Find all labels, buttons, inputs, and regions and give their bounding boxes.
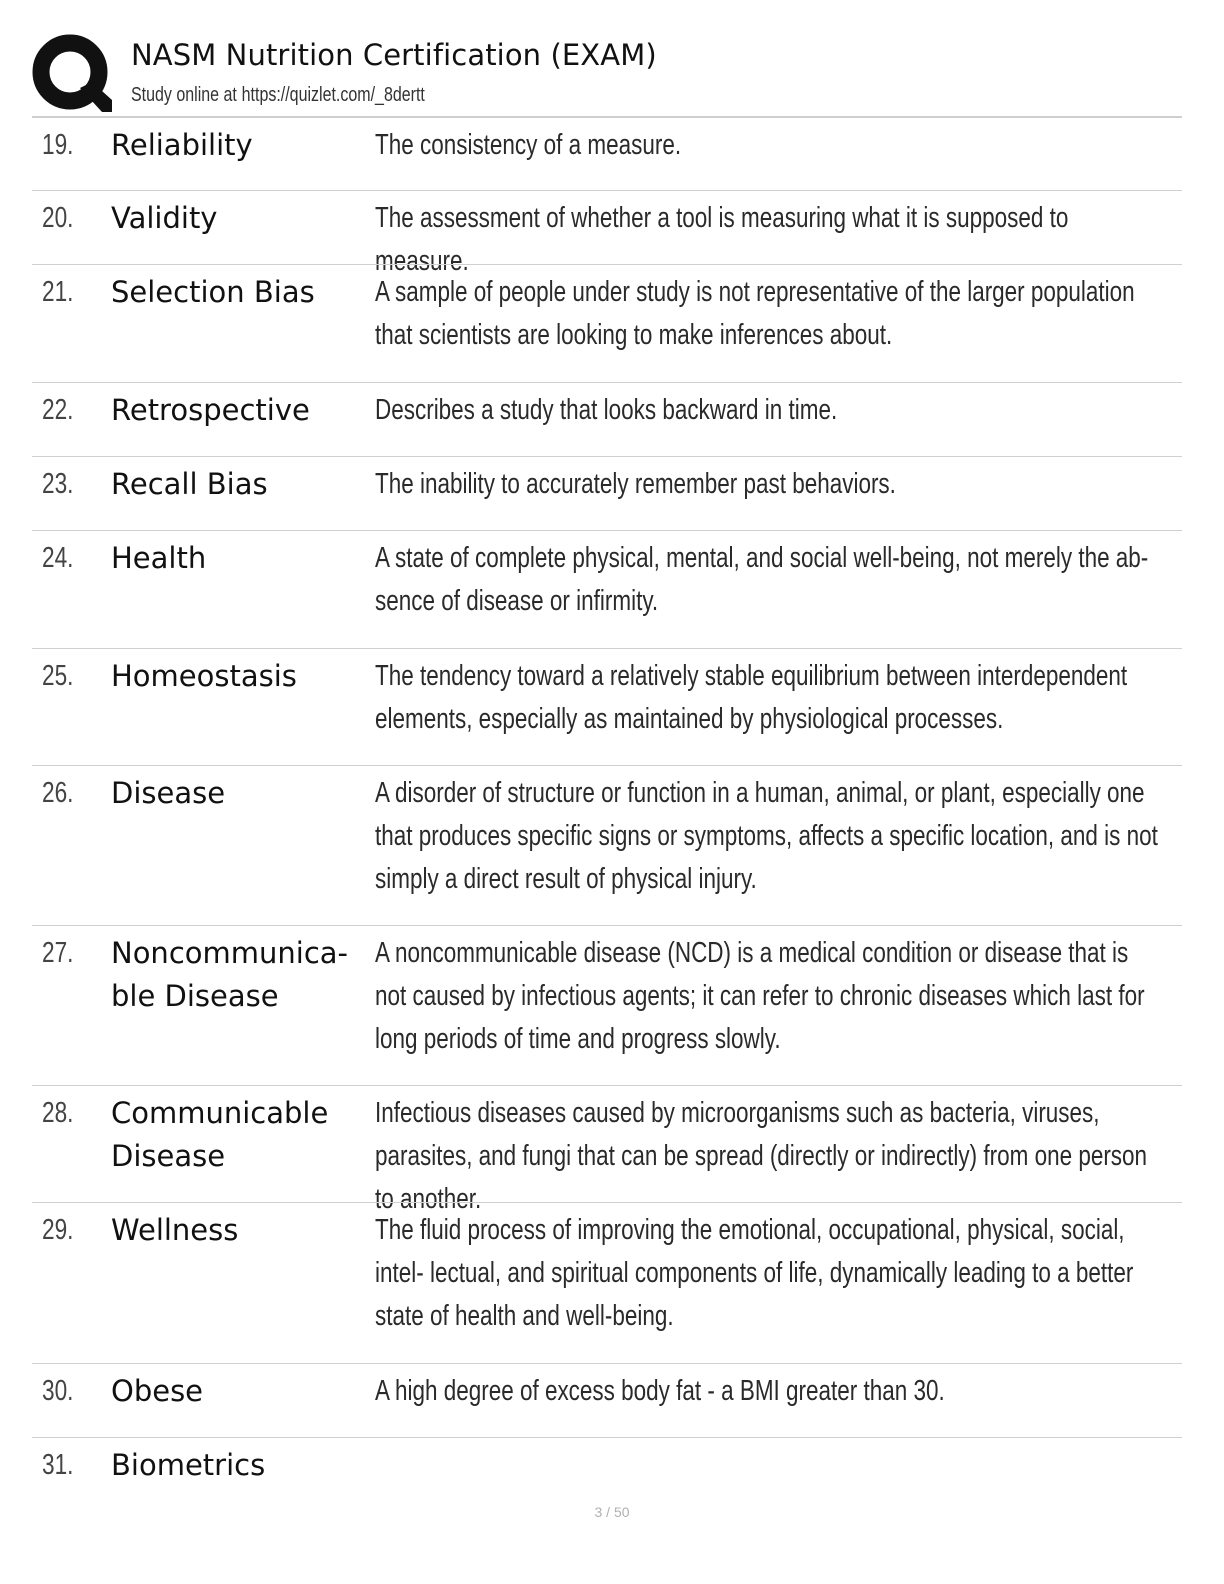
term-name: Validity xyxy=(111,201,218,235)
term-name: Retrospective xyxy=(111,393,310,427)
subtitle-prefix: Study online at xyxy=(131,84,237,106)
term-number: 28. xyxy=(42,1097,74,1129)
document-header xyxy=(32,34,1192,114)
term-list xyxy=(32,116,1182,1503)
term-definition: The assessment of whether a tool is measuring what it is supposed to measure. xyxy=(375,202,1069,277)
term-number: 25. xyxy=(42,660,74,692)
term-definition: The inability to accurately remember past behaviors. xyxy=(375,468,896,500)
term-number: 27. xyxy=(42,937,74,969)
term-definition: A noncommunicable disease (NCD) is a medical condition or disease that is not caused by infectious agents; it can refer to chronic diseases which last for long periods of time and progress slowly. xyxy=(375,937,1145,1055)
term-number: 23. xyxy=(42,468,74,500)
term-row-28 xyxy=(32,1085,1182,1215)
term-row-30 xyxy=(32,1363,1182,1437)
term-number: 20. xyxy=(42,202,74,234)
term-name: Noncommunica- ble Disease xyxy=(111,936,348,1013)
term-name: Health xyxy=(111,541,207,575)
term-row-26 xyxy=(32,765,1182,925)
term-definition: A high degree of excess body fat - a BMI greater than 30. xyxy=(375,1375,945,1407)
term-definition: The tendency toward a relatively stable equilibrium between interdependent elements, especially as maintained by physiological processes. xyxy=(375,660,1128,735)
term-name: Wellness xyxy=(111,1213,239,1247)
term-number: 31. xyxy=(42,1449,74,1481)
term-definition: Infectious diseases caused by microorganisms such as bacteria, viruses, parasites, and fungi that can be spread (directly or indirectly) from one person to another. xyxy=(375,1097,1148,1215)
term-number: 19. xyxy=(42,129,74,161)
term-name: Biometrics xyxy=(111,1448,266,1482)
page-number: 3 / 50 xyxy=(594,1504,630,1520)
term-row-31 xyxy=(32,1437,1182,1503)
term-row-29 xyxy=(32,1202,1182,1363)
term-number: 26. xyxy=(42,777,74,809)
term-number: 21. xyxy=(42,276,74,308)
term-name: Recall Bias xyxy=(111,467,268,501)
term-definition: A state of complete physical, mental, and social well-being, not merely the ab- sence of disease or infirmity. xyxy=(375,542,1149,617)
document-title: NASM Nutrition Certification (EXAM) xyxy=(131,38,657,72)
term-definition: The fluid process of improving the emotional, occupational, physical, social, intel- lectual, and spiritual components of life, dynamically leading to a better state of health and well-being. xyxy=(375,1214,1134,1332)
term-number: 30. xyxy=(42,1375,74,1407)
term-number: 29. xyxy=(42,1214,74,1246)
term-name: Reliability xyxy=(111,128,253,162)
term-name: Communicable Disease xyxy=(111,1096,329,1173)
term-row-27 xyxy=(32,925,1182,1085)
term-row-21 xyxy=(32,264,1182,382)
term-row-19 xyxy=(32,116,1182,190)
term-name: Obese xyxy=(111,1374,204,1408)
document-subtitle xyxy=(131,84,425,107)
term-definition: Describes a study that looks backward in time. xyxy=(375,394,838,426)
term-definition: A disorder of structure or function in a human, animal, or plant, especially one that produces specific signs or symptoms, affects a specific location, and is not simply a direct result of physical injury. xyxy=(375,777,1158,895)
term-row-23 xyxy=(32,456,1182,530)
term-name: Homeostasis xyxy=(111,659,297,693)
study-online-link[interactable]: https://quizlet.com/_8dertt xyxy=(241,84,425,106)
term-row-25 xyxy=(32,648,1182,765)
term-row-20 xyxy=(32,190,1182,277)
term-row-24 xyxy=(32,530,1182,648)
term-name: Disease xyxy=(111,776,226,810)
term-definition: The consistency of a measure. xyxy=(375,129,682,161)
quizlet-q-logo-icon xyxy=(32,34,112,114)
term-number: 24. xyxy=(42,542,74,574)
term-definition: A sample of people under study is not representative of the larger population that scientists are looking to make inferences about. xyxy=(375,276,1135,351)
term-row-22 xyxy=(32,382,1182,456)
term-name: Selection Bias xyxy=(111,275,315,309)
term-number: 22. xyxy=(42,394,74,426)
